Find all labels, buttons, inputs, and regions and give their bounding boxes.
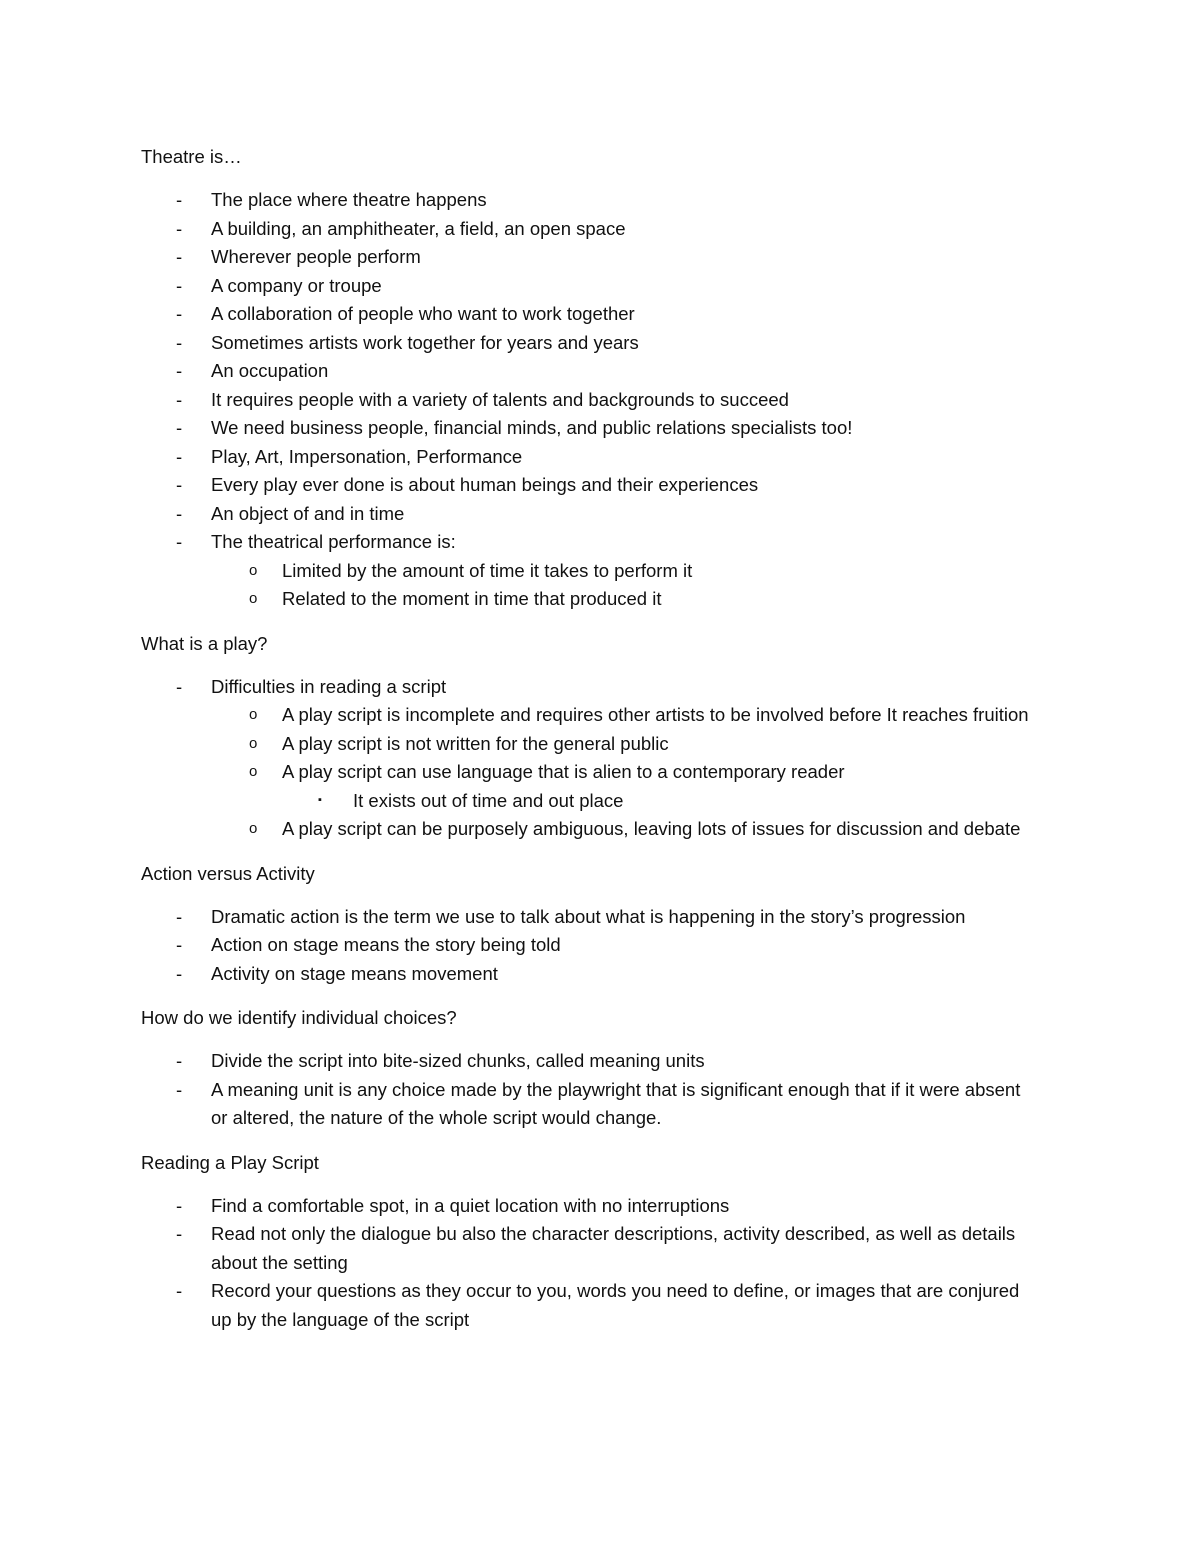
dash-bullet-icon: - <box>176 1280 183 1301</box>
list-item <box>141 787 1041 816</box>
list-item-text: Record your questions as they occur to you, words you need to define, or images that are conjured up by the language of the script <box>211 1280 1020 1330</box>
dash-bullet-icon: - <box>176 217 183 239</box>
dash-bullet-icon: - <box>176 189 183 210</box>
list-item-text: We need business people, financial minds, and public relations specialists too! <box>211 417 853 438</box>
list-item-text: A play script can use language that is alien to a contemporary reader <box>282 761 845 782</box>
list-item-text: Find a comfortable spot, in a quiet location with no interruptions <box>211 1194 730 1216</box>
list-item <box>141 585 1041 614</box>
list-item <box>141 186 1041 215</box>
list-item <box>141 243 1041 272</box>
dash-bullet-icon: - <box>176 531 183 552</box>
list-item <box>141 903 1041 932</box>
list-item-text: Related to the moment in time that produced it <box>282 588 662 609</box>
dash-bullet-icon: - <box>176 502 183 524</box>
list-item-text: Difficulties in reading a script <box>211 675 447 697</box>
dash-bullet-icon: - <box>176 934 183 955</box>
bullet-list <box>141 903 1041 989</box>
section-heading: Reading a Play Script <box>141 1151 319 1173</box>
list-item-text: A building, an amphitheater, a field, an open space <box>211 217 626 239</box>
dash-bullet-icon: - <box>176 388 183 410</box>
list-item-text: It exists out of time and out place <box>353 789 624 811</box>
dash-bullet-icon: - <box>176 474 183 495</box>
list-item <box>141 528 1041 557</box>
list-item-text: It requires people with a variety of talents and backgrounds to succeed <box>211 388 789 410</box>
list-item <box>141 386 1041 415</box>
list-item <box>141 931 1041 960</box>
dash-bullet-icon: - <box>176 274 183 296</box>
list-item <box>141 471 1041 500</box>
list-item <box>141 815 1041 844</box>
dash-bullet-icon: - <box>176 445 183 467</box>
list-item-text: Sometimes artists work together for years and years <box>211 331 639 353</box>
bullet-list <box>141 673 1041 844</box>
document-body <box>141 142 1041 1334</box>
circle-bullet-icon: o <box>249 561 258 579</box>
circle-bullet-icon: o <box>249 820 258 837</box>
circle-bullet-icon: o <box>249 763 258 780</box>
list-item <box>141 1277 1041 1334</box>
dash-bullet-icon: - <box>176 1194 183 1216</box>
section-heading: Theatre is… <box>141 146 242 167</box>
dash-bullet-icon: - <box>176 417 183 438</box>
list-item <box>141 500 1041 529</box>
list-item <box>141 357 1041 386</box>
list-item <box>141 1192 1041 1221</box>
dash-bullet-icon: - <box>176 962 183 984</box>
list-item <box>141 673 1041 702</box>
section-heading: What is a play? <box>141 632 268 654</box>
section-spacer <box>141 888 1041 903</box>
list-item <box>141 960 1041 989</box>
list-item <box>141 329 1041 358</box>
list-item <box>141 1076 1041 1133</box>
section-spacer <box>141 1133 1041 1148</box>
list-item-text: Wherever people perform <box>211 246 421 267</box>
section-heading: How do we identify individual choices? <box>141 1007 457 1028</box>
dash-bullet-icon: - <box>176 360 183 381</box>
list-item-text: Play, Art, Impersonation, Performance <box>211 445 523 467</box>
list-item <box>141 414 1041 443</box>
section-spacer <box>141 614 1041 629</box>
list-item <box>141 701 1041 730</box>
list-item-text: Divide the script into bite-sized chunks, called meaning units <box>211 1050 705 1071</box>
bullet-list <box>141 1047 1041 1133</box>
circle-bullet-icon: o <box>249 734 258 752</box>
list-item-text: A play script is not written for the general public <box>282 732 669 754</box>
list-item-text: A play script is incomplete and requires other artists to be involved before It reaches fruition <box>282 704 1029 725</box>
list-item <box>141 443 1041 472</box>
list-item <box>141 272 1041 301</box>
dash-bullet-icon: - <box>176 303 183 324</box>
section-spacer <box>141 658 1041 673</box>
dash-bullet-icon: - <box>176 1050 183 1071</box>
list-item-text: The place where theatre happens <box>211 189 487 210</box>
list-item <box>141 730 1041 759</box>
list-item-text: Action on stage means the story being told <box>211 934 561 955</box>
list-item-text: The theatrical performance is: <box>211 531 456 552</box>
dash-bullet-icon: - <box>176 246 183 267</box>
bullet-list <box>141 1192 1041 1335</box>
section-spacer <box>141 1032 1041 1047</box>
bullet-list <box>141 186 1041 614</box>
section-spacer <box>141 1177 1041 1192</box>
list-item-text: A company or troupe <box>211 274 382 296</box>
list-item-text: An object of and in time <box>211 502 405 524</box>
list-item <box>141 758 1041 787</box>
list-item-text: A collaboration of people who want to work together <box>211 303 635 324</box>
dash-bullet-icon: - <box>176 905 183 927</box>
list-item-text: Activity on stage means movement <box>211 962 498 984</box>
list-item <box>141 1047 1041 1076</box>
section-heading: Action versus Activity <box>141 862 315 884</box>
dash-bullet-icon: - <box>176 1223 183 1244</box>
circle-bullet-icon: o <box>249 590 258 607</box>
section-spacer <box>141 988 1041 1003</box>
dash-bullet-icon: - <box>176 331 183 353</box>
list-item <box>141 1220 1041 1277</box>
list-item <box>141 215 1041 244</box>
list-item-text: Every play ever done is about human beings and their experiences <box>211 474 759 495</box>
list-item-text: Read not only the dialogue bu also the character descriptions, activity described, as well as details about the setting <box>211 1223 1016 1273</box>
section-spacer <box>141 844 1041 859</box>
list-item <box>141 300 1041 329</box>
list-item <box>141 557 1041 586</box>
list-item-text: An occupation <box>211 360 329 381</box>
list-item-text: A play script can be purposely ambiguous, leaving lots of issues for discussion and debate <box>282 818 1021 839</box>
list-item-text: A meaning unit is any choice made by the playwright that is significant enough that if it were absent or altered, the nature of the whole script would change. <box>211 1078 1021 1128</box>
list-item-text: Limited by the amount of time it takes to perform it <box>282 559 693 581</box>
list-item-text: Dramatic action is the term we use to talk about what is happening in the story’s progression <box>211 905 966 927</box>
dash-bullet-icon: - <box>176 1078 183 1100</box>
square-bullet-icon: ▪ <box>318 793 322 806</box>
section-spacer <box>141 171 1041 186</box>
circle-bullet-icon: o <box>249 706 258 723</box>
dash-bullet-icon: - <box>176 675 183 697</box>
